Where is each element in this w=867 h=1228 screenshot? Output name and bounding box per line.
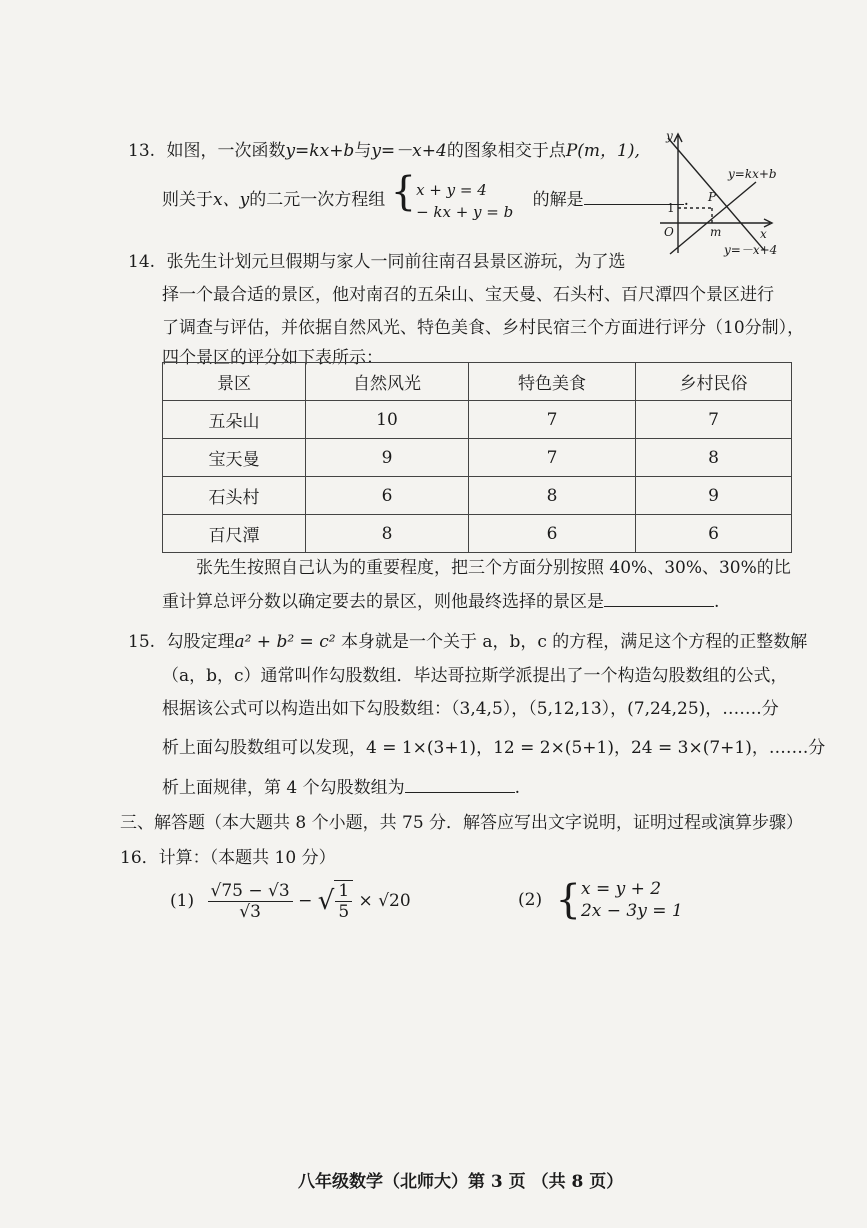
- table-cell: 6: [469, 515, 636, 553]
- q15-line1: [128, 627, 807, 652]
- q16-title: 16．计算：（本题共 10 分）: [120, 848, 336, 868]
- q16-part2-label: (2): [518, 890, 543, 910]
- q14-score-table: [162, 362, 792, 553]
- table-header: 景区: [163, 363, 306, 401]
- table-cell: 10: [306, 401, 469, 439]
- q15-formula: a² + b² = c²: [234, 632, 336, 652]
- q14-para-line2: 择一个最合适的景区，他对南召的五朵山、宝天曼、石头村、百尺潭四个景区进行: [162, 285, 774, 305]
- q13-text-d: 则关于: [162, 190, 213, 210]
- q16-part2-brace: {: [555, 877, 581, 923]
- label-1: 1: [667, 201, 675, 215]
- table-row: [163, 401, 792, 439]
- table-header-row: [163, 363, 792, 401]
- label-m: m: [710, 225, 722, 239]
- q16-part1-minus: −: [298, 891, 313, 911]
- label-x: x: [760, 227, 767, 241]
- q16-part1-numerator: √75 − √3: [208, 881, 293, 902]
- q15-text-e: 析上面规律，第 4 个勾股数组为: [162, 778, 405, 798]
- q13-function-1: y=kx+b: [285, 141, 355, 161]
- q16-part2-eq1: x = y + 2: [580, 879, 662, 899]
- label-o: O: [664, 225, 674, 239]
- table-cell: 8: [306, 515, 469, 553]
- q13-line2: 则关于x、y的二元一次方程组 { x + y = 4 − kx + y = b 的解是 .: [162, 169, 690, 221]
- q16-part2-eq2: 2x − 3y = 1: [580, 901, 683, 921]
- q14-para-line1: 张先生计划元旦假期与家人一同前往南召县景区游玩，为了选: [166, 252, 626, 272]
- table-cell: 8: [636, 439, 792, 477]
- table-cell: 宝天曼: [163, 439, 306, 477]
- table-cell: 石头村: [163, 477, 306, 515]
- q14-answer-blank[interactable]: [604, 605, 714, 607]
- q13-point: P(m，1),: [565, 141, 640, 161]
- q15-line4: 析上面勾股数组可以发现，4 = 1×(3+1)，12 = 2×(5+1)，24 = 3×(7+1)，…….分: [162, 738, 826, 758]
- table-cell: 7: [636, 401, 792, 439]
- q14-para-line4: 四个景区的评分如下表所示：: [162, 348, 383, 368]
- q16-part1-tail: × √20: [358, 891, 411, 911]
- label-line-neg-x: y=－x+4: [724, 243, 778, 257]
- q13-eq1: x + y = 4: [416, 180, 487, 199]
- q13-graph: [652, 128, 792, 260]
- q16-part1-denominator: √3: [239, 901, 261, 922]
- q13-text-c: 的图象相交于点: [446, 141, 566, 161]
- q16-part1-root-denominator: 5: [338, 902, 350, 922]
- q14-after-line1: 张先生按照自己认为的重要程度，把三个方面分别按照 40%、30%、30%的比: [196, 558, 791, 578]
- q14-after-text: 重计算总评分数以确定要去的景区，则他最终选择的景区是: [162, 592, 604, 612]
- table-cell: 7: [469, 401, 636, 439]
- q16-part1: (1) $\frac{√75 - √3}{√3}$ − √ $\frac{1}{5}$ × √20: [170, 880, 411, 922]
- table-cell: 9: [636, 477, 792, 515]
- q16-part2: [518, 878, 683, 922]
- q15-text-b: 本身就是一个关于 a，b，c 的方程，满足这个方程的正整数解: [340, 632, 808, 652]
- q13-number: 13.: [128, 141, 156, 161]
- q14-after-line2: 重计算总评分数以确定要去的景区，则他最终选择的景区是 .: [162, 592, 720, 612]
- table-header: 乡村民俗: [636, 363, 792, 401]
- q15-line5: 析上面规律，第 4 个勾股数组为 .: [162, 778, 521, 798]
- q16-part1-fraction: [208, 881, 293, 922]
- table-row: [163, 477, 792, 515]
- q13-brace: {: [390, 169, 417, 215]
- table-cell: 百尺潭: [163, 515, 306, 553]
- page-footer: 八年级数学（北师大）第 3 页 （共 8 页）: [298, 1172, 624, 1192]
- q13-text-e: 的二元一次方程组: [249, 190, 386, 210]
- q16-part1-root-numerator: 1: [335, 881, 352, 902]
- table-cell: 6: [636, 515, 792, 553]
- table-cell: 6: [306, 477, 469, 515]
- table-header: 自然风光: [306, 363, 469, 401]
- q16-part1-label: (1): [170, 891, 195, 911]
- q13-vars: x、y: [213, 190, 250, 210]
- table-cell: 8: [469, 477, 636, 515]
- q16-part1-root-fraction: [334, 880, 353, 922]
- q13-text-f: 的解是: [532, 190, 584, 210]
- table-cell: 五朵山: [163, 401, 306, 439]
- q13-function-2: y=－x+4: [371, 141, 447, 161]
- q13-equation-system: [416, 179, 513, 223]
- q13-text-a: 如图，一次函数: [166, 141, 286, 161]
- q13-line1: [128, 136, 640, 161]
- q16-part2-system: [581, 878, 683, 922]
- q14-line1: [128, 247, 625, 272]
- table-header: 特色美食: [469, 363, 636, 401]
- q15-line2: （a，b，c）通常叫作勾股数组．毕达哥拉斯学派提出了一个构造勾股数组的公式，: [162, 666, 788, 686]
- section-3-heading: 三、解答题（本大题共 8 个小题，共 75 分．解答应写出文字说明，证明过程或演算步骤）: [120, 813, 804, 833]
- q15-text-a: 勾股定理: [166, 632, 235, 652]
- label-p: P: [708, 190, 717, 204]
- q15-line3: 根据该公式可以构造出如下勾股数组：（3,4,5），（5,12,13），(7,24,25)，…….分: [162, 699, 779, 719]
- q15-answer-blank[interactable]: [405, 791, 515, 793]
- q13-text-b: 与: [354, 141, 372, 161]
- q15-number: 15.: [128, 632, 156, 652]
- q14-para-line3: 了调查与评估，并依据自然风光、特色美食、乡村民宿三个方面进行评分（10分制），: [162, 318, 805, 338]
- table-cell: 7: [469, 439, 636, 477]
- label-y: y: [666, 129, 673, 143]
- table-row: [163, 439, 792, 477]
- table-row: [163, 515, 792, 553]
- label-line-kx-b: y=kx+b: [728, 167, 777, 181]
- q14-number: 14.: [128, 252, 156, 272]
- table-cell: 9: [306, 439, 469, 477]
- q13-eq2: − kx + y = b: [416, 202, 514, 221]
